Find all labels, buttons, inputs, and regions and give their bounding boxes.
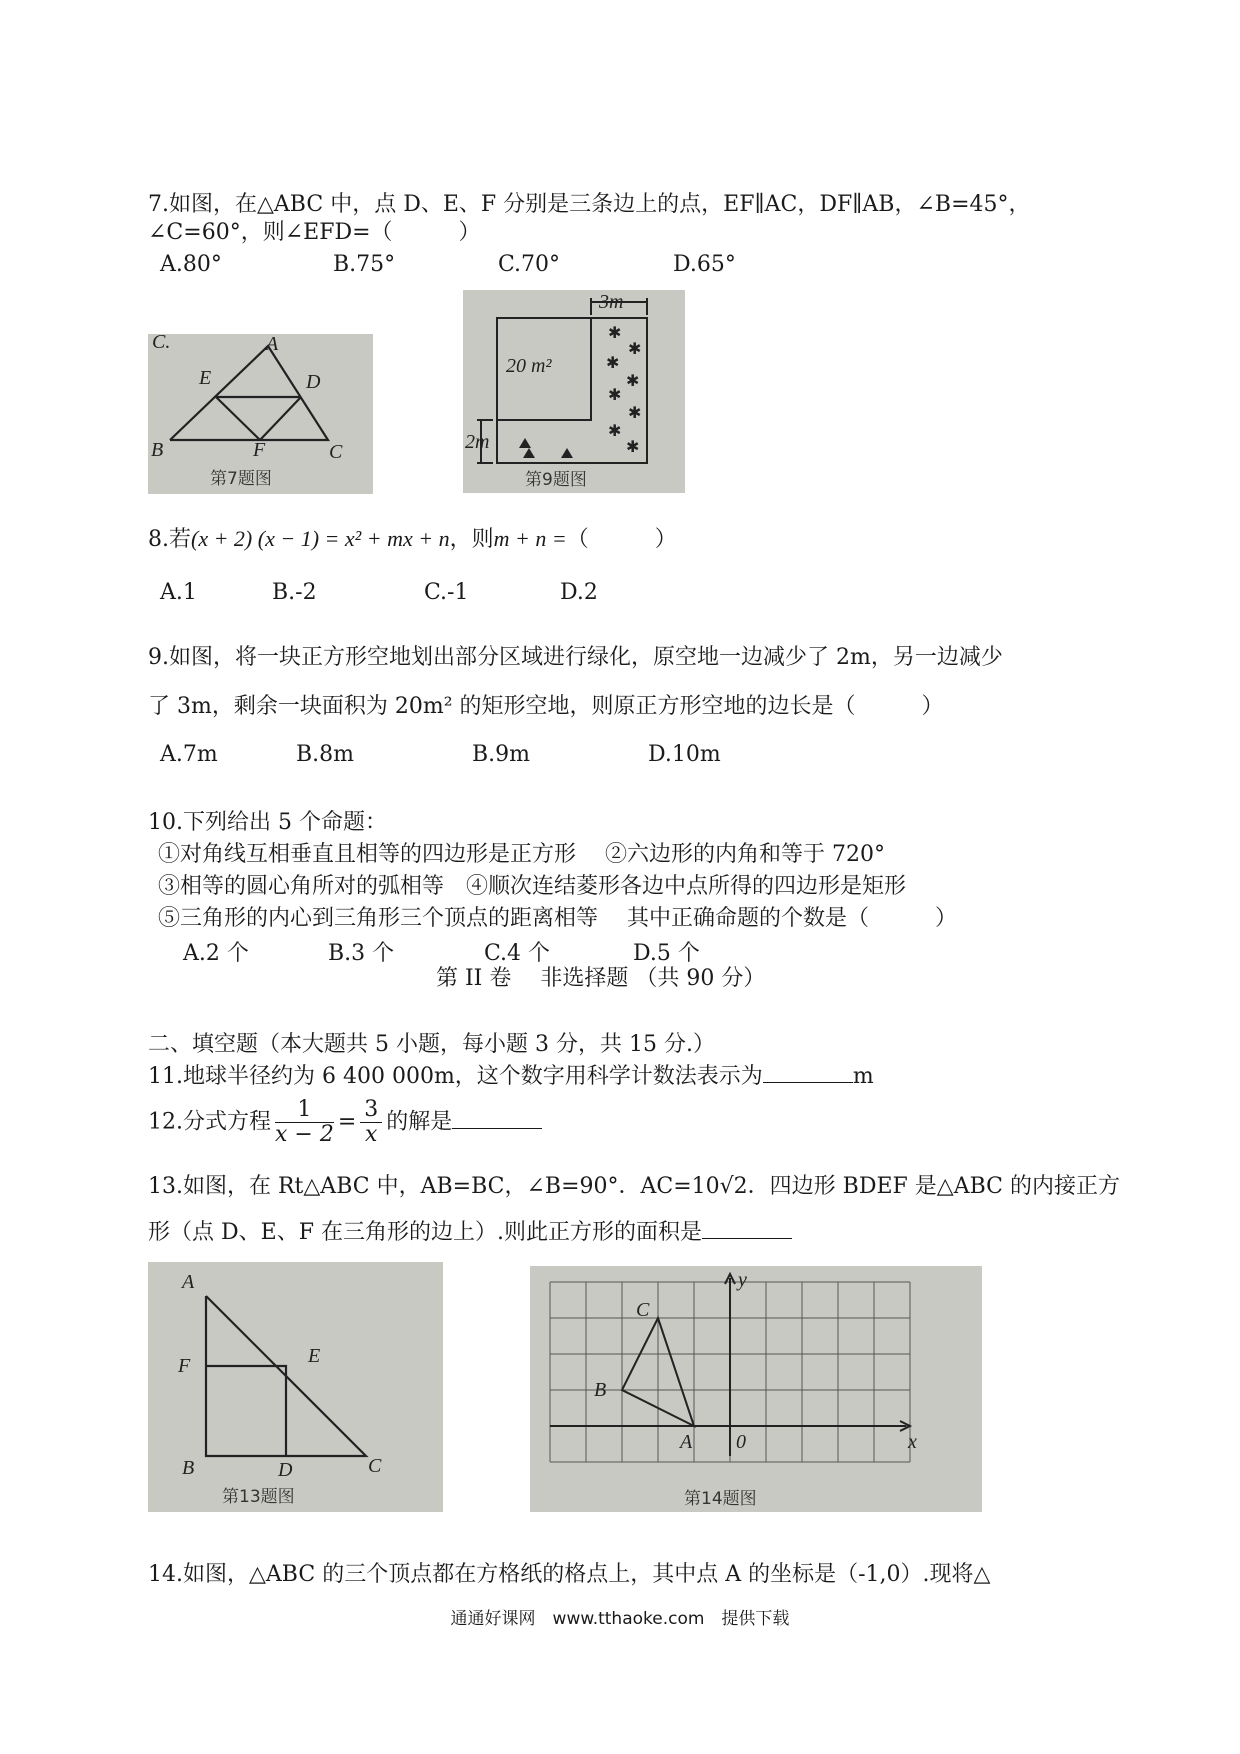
q12-prefix: 12.分式方程 (148, 1109, 271, 1135)
q11-text: 11.地球半径约为 6 400 000m，这个数字用科学计数法表示为 (148, 1064, 763, 1089)
q7-option-b: B.75° (333, 252, 396, 277)
q10-line2: ③相等的圆心角所对的弧相等 ④顺次连结菱形各边中点所得的四边形是矩形 (158, 874, 907, 899)
q8-stem (148, 524, 677, 555)
q10-option-c: C.4 个 (484, 941, 551, 966)
q10-option-d: D.5 个 (633, 941, 700, 966)
fig7-label-a: A (266, 334, 279, 355)
q11-line (148, 1062, 874, 1092)
svg-text:✱: ✱ (608, 323, 622, 342)
q13-answer-blank (702, 1220, 792, 1239)
section2-header: 二、填空题（本大题共 5 小题，每小题 3 分，共 15 分.） (148, 1032, 715, 1057)
q7-option-d: D.65° (673, 252, 736, 277)
figure-q13 (148, 1262, 443, 1512)
fig14-label-c: C (636, 1299, 650, 1321)
fig7-label-e: E (199, 367, 212, 389)
fig13-label-a: A (182, 1271, 195, 1293)
q13-stem-line2-text: 形（点 D、E、F 在三角形的边上）.则此正方形的面积是 (148, 1220, 702, 1245)
q12-answer-blank (452, 1110, 542, 1129)
fig13-label-e: E (308, 1345, 321, 1367)
q8-expression: (x + 2) (x − 1) = x² + mx + n (191, 526, 450, 551)
fig14-label-y: y (738, 1269, 747, 1291)
fig9-top-dim: 3m (599, 291, 624, 313)
q11-answer-blank (763, 1064, 853, 1083)
page-footer: 通通好课网 www.tthaoke.com 提供下载 (450, 1609, 790, 1629)
figure-q7 (148, 334, 373, 494)
q8-option-a: A.1 (160, 580, 197, 605)
q12-suffix: 的解是 (386, 1109, 453, 1135)
q9-stem-line1: 9.如图，将一块正方形空地划出部分区域进行绿化，原空地一边减少了 2m，另一边减少 (148, 645, 1003, 670)
svg-text:✱: ✱ (626, 437, 640, 456)
q9-option-d: D.10m (648, 742, 721, 767)
q13-stem-line1: 13.如图，在 Rt△ABC 中，AB=BC，∠B=90°．AC=10√2．四边形 BDEF 是△ABC 的内接正方 (148, 1174, 1121, 1199)
q7-stem-line1: 7.如图，在△ABC 中，点 D、E、F 分别是三条边上的点，EF∥AC，DF∥AB，∠B=45°， (148, 192, 1031, 217)
fig7-label-d: D (306, 371, 321, 393)
q12-fraction-right (360, 1098, 382, 1147)
q10-line1: ①对角线互相垂直且相等的四边形是正方形 ②六边形的内角和等于 720° (158, 842, 885, 867)
svg-text:✱: ✱ (626, 371, 640, 390)
svg-text:✱: ✱ (608, 385, 622, 404)
fig7-label-c: C (329, 441, 343, 463)
fig14-caption: 第14题图 (684, 1489, 757, 1509)
q12-frac2-den: x (365, 1122, 378, 1147)
q13-stem-line2 (148, 1218, 792, 1248)
fig14-label-x: x (908, 1431, 917, 1453)
fig7-label-f: F (253, 439, 266, 461)
fig7-caption: 第7题图 (210, 469, 272, 489)
fig9-caption: 第9题图 (525, 470, 587, 490)
fig13-label-d: D (278, 1459, 293, 1481)
q12-line (148, 1098, 542, 1147)
fig14-label-origin: 0 (736, 1431, 746, 1453)
q7-option-c: C.70° (498, 252, 561, 277)
q8-option-d: D.2 (560, 580, 598, 605)
svg-text:✱: ✱ (606, 353, 620, 372)
svg-text:✱: ✱ (628, 403, 642, 422)
figure-q14 (530, 1266, 982, 1512)
q7-stem-line2: ∠C=60°，则∠EFD=（ ） (148, 220, 481, 245)
q8-target: m + n = (493, 526, 567, 551)
q12-frac1-den: x − 2 (275, 1122, 334, 1147)
fig13-label-c: C (368, 1455, 382, 1477)
q10-option-a: A.2 个 (183, 941, 249, 966)
q9-stem-line2: 了 3m，剩余一块面积为 20m² 的矩形空地，则原正方形空地的边长是（ ） (148, 694, 944, 719)
q12-frac2-num: 3 (360, 1098, 382, 1123)
fig14-label-b: B (594, 1379, 607, 1401)
fig13-label-f: F (178, 1355, 191, 1377)
fig13-caption: 第13题图 (222, 1487, 295, 1507)
q8-prefix: 8.若 (148, 527, 191, 552)
q10-option-b: B.3 个 (328, 941, 395, 966)
q9-option-a: A.7m (160, 742, 218, 767)
q8-option-b: B.-2 (272, 580, 317, 605)
fig14-label-a: A (680, 1431, 693, 1453)
q12-frac1-num: 1 (275, 1098, 334, 1123)
q10-line3: ⑤三角形的内心到三角形三个顶点的距离相等 其中正确命题的个数是（ ） (158, 906, 957, 931)
q7-option-a: A.80° (160, 252, 222, 277)
q8-suffix: （ ） (566, 527, 677, 552)
fig7-label-corner: C. (152, 334, 171, 353)
fig9-side-dim: 2m (465, 431, 490, 453)
part2-title: 第 II 卷 非选择题 （共 90 分） (436, 966, 766, 991)
figure-q9 (463, 290, 685, 493)
fig9-area-label: 20 m² (506, 355, 552, 377)
q10-stem: 10.下列给出 5 个命题： (148, 810, 387, 835)
fig7-label-b: B (151, 439, 164, 461)
svg-text:✱: ✱ (628, 339, 642, 358)
q9-option-b: B.8m (296, 742, 355, 767)
q12-equals: = (337, 1109, 357, 1135)
q8-option-c: C.-1 (424, 580, 469, 605)
svg-text:✱: ✱ (608, 421, 622, 440)
q12-fraction-left (275, 1098, 334, 1147)
q14-stem-line1: 14.如图，△ABC 的三个顶点都在方格纸的格点上，其中点 A 的坐标是（-1,0）.现将△ (148, 1562, 991, 1587)
q8-middle: ，则 (449, 527, 494, 552)
q9-option-b2: B.9m (472, 742, 531, 767)
q11-suffix: m (852, 1064, 874, 1089)
fig13-label-b: B (182, 1457, 195, 1479)
